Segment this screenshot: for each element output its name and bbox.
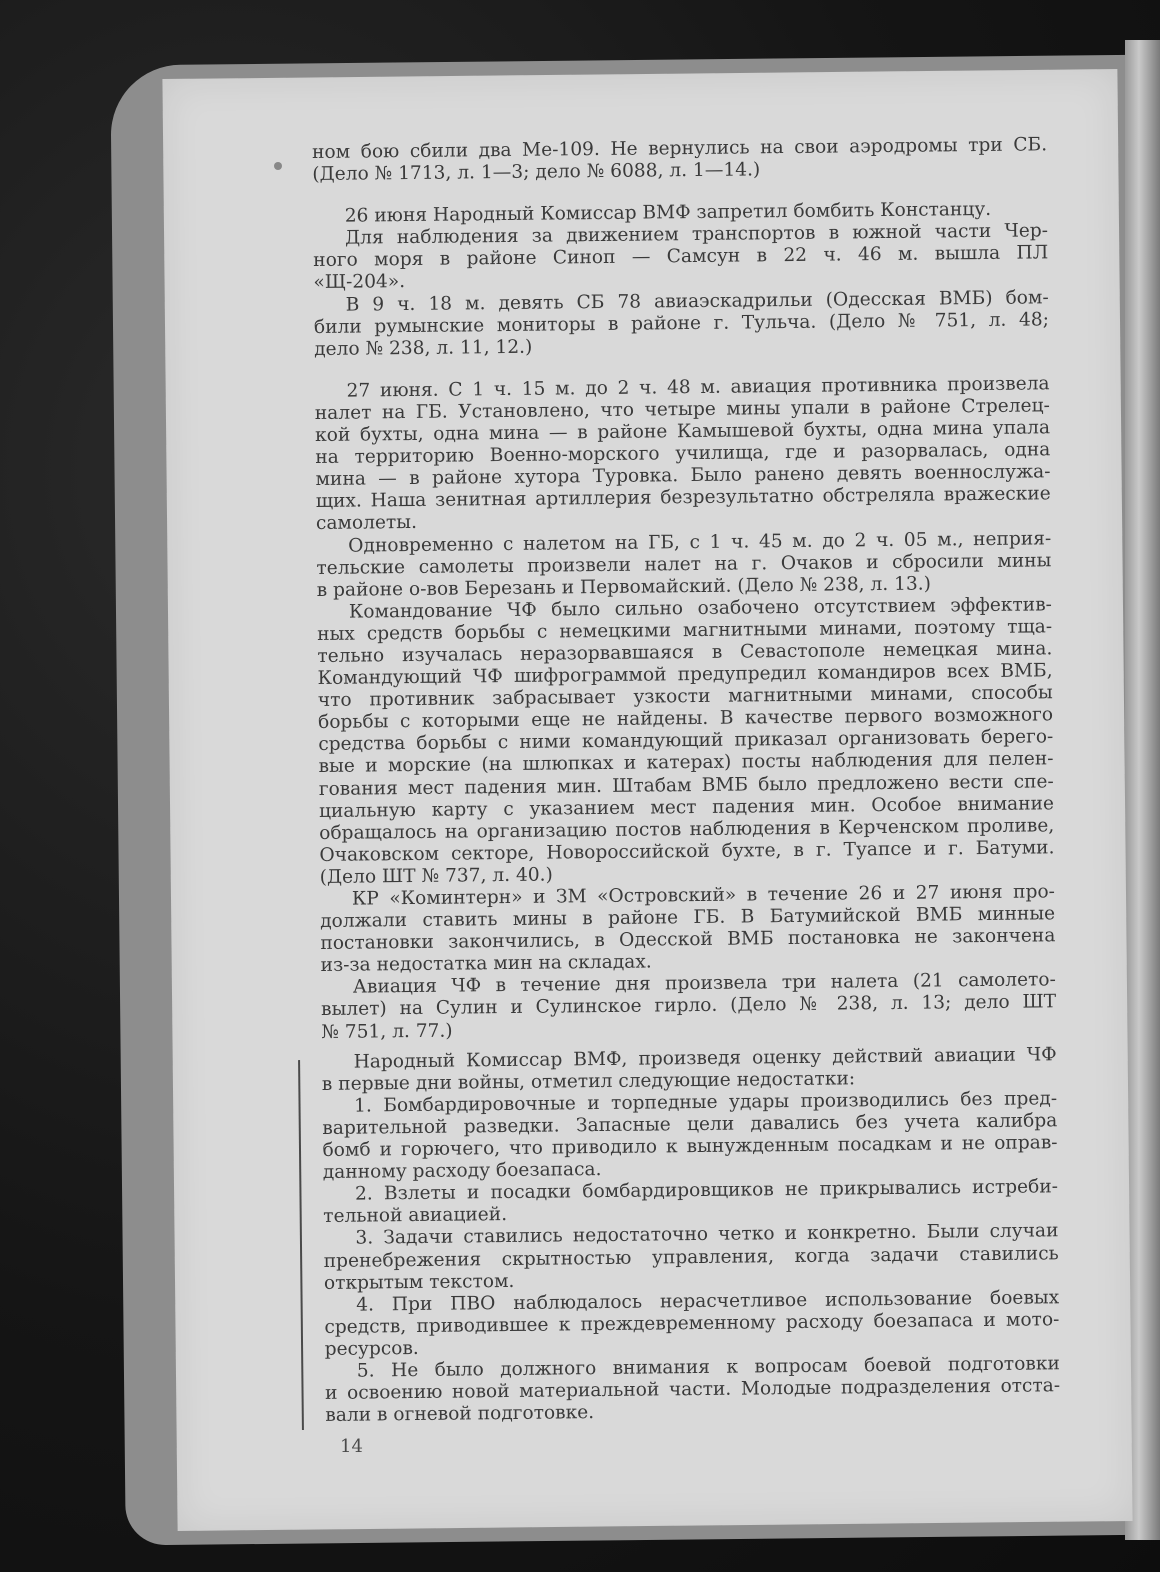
text-line: и освоению новой материальной части. Молодые подразделения отста-: [324, 1375, 1061, 1404]
text-line: средств, приводившее к преждевременному расходу боезапаса и мото-: [324, 1309, 1060, 1338]
text-line: данному расходу боезапаса.: [322, 1159, 602, 1184]
text-line: тельские самолеты произвели налет на г. Очаков и сбросили мины: [316, 549, 1052, 579]
text-line: ных средств борьбы с немецкими магнитными минами, поэтому тща-: [317, 616, 1053, 645]
text-line: пренебрежения скрытностью управления, когда задачи ставились: [323, 1242, 1059, 1272]
text-line: обращалось на организацию постов наблюдения в Керченском проливе,: [319, 814, 1055, 844]
text-line: налет на ГБ. Установлено, что четыре мины упали в районе Стрелец-: [314, 395, 1050, 424]
text-line: Одновременно с налетом на ГБ, с 1 ч. 45 м. до 2 ч. 05 м., неприя-: [348, 527, 1052, 557]
text-line: из-за недостатка мин на складах.: [320, 951, 652, 977]
text-line: тельно изучалась неразорвавшаяся в Севастополе немецкая мина.: [317, 638, 1053, 667]
text-line: (Дело № 1713, л. 1—3; дело № 6088, л. 1—14.): [312, 159, 761, 186]
text-line: варительной разведки. Запасные цели давались без учета калибра: [322, 1110, 1058, 1139]
text-line: Народный Комиссар ВМФ, произведя оценку действий авиации ЧФ: [353, 1043, 1057, 1073]
text-line: борьбы с которыми еще не найдены. В качестве первого возможного: [317, 704, 1054, 734]
text-line: в первые дни войны, отметил следующие недостатки:: [321, 1068, 856, 1095]
text-line: Авиация ЧФ в течение дня произвела три налета (21 самолето-: [352, 969, 1056, 998]
text-line: Командующий ЧФ шифрограммой предупредил командиров всех ВМБ,: [317, 660, 1053, 690]
text-line: что противник забрасывает узкости магнитными минами, способы: [317, 682, 1053, 712]
text-line: вали в огневой подготовке.: [325, 1402, 595, 1427]
text-line: циальную карту с указанием мест падения мин. Особое внимание: [318, 792, 1055, 822]
text-line: 1. Бомбардировочные и торпедные удары производились без пред-: [353, 1088, 1058, 1117]
text-line: гования мест падения мин. Штабам ВМБ было предложено вести спе-: [318, 770, 1054, 800]
text-line: на территорию Военно-морского училища, где и разорвалась, одна: [315, 439, 1051, 469]
text-line: ресурсов.: [324, 1337, 419, 1360]
text-line: мина — в районе хутора Туровка. Было ранено девять военнослужа-: [315, 461, 1051, 491]
text-line: средства борьбы с ними командующий приказал организовать берего-: [318, 726, 1054, 756]
text-line: 27 июня. С 1 ч. 15 м. до 2 ч. 48 м. авиация противника произвела: [346, 373, 1050, 402]
text-line: вые и морские (на шлюпках и катерах) посты наблюдения для пелен-: [318, 748, 1054, 778]
ink-dot-mark: [274, 162, 282, 170]
text-line: 4. При ПВО наблюдалось нерасчетливое использование боевых: [356, 1286, 1060, 1316]
text-line: открытым текстом.: [323, 1270, 515, 1294]
text-line: щих. Наша зенитная артиллерия безрезультатно обстреляла вражеские: [315, 483, 1051, 513]
text-line: Командование ЧФ было сильно озабочено отсутствием эффектив-: [348, 594, 1052, 623]
text-line: Очаковском секторе, Новороссийской бухте, в г. Туапсе и г. Батуми.: [319, 837, 1055, 866]
text-line: «Щ-204».: [313, 271, 406, 294]
text-line: должали ставить мины в районе ГБ. В Батумийской ВМБ минные: [320, 903, 1056, 933]
text-line: вылет) на Сулин и Сулинское гирло. (Дело № 238, л. 13; дело ШТ: [320, 991, 1057, 1021]
text-line: ного моря в районе Синоп — Самсун в 22 ч. 46 м. вышла ПЛ: [313, 242, 1049, 272]
text-line: № 751, л. 77.): [321, 1020, 453, 1043]
text-line: самолеты.: [315, 512, 418, 535]
text-line: дело № 238, л. 11, 12.): [314, 336, 533, 360]
text-line: 5. Не было должного внимания к вопросам боевой подготовки: [356, 1353, 1060, 1382]
page-text: [312, 134, 1060, 1427]
text-line: 26 июня Народный Комиссар ВМФ запретил бомбить Констанцу.: [344, 199, 992, 227]
text-line: КР «Коминтерн» и ЗМ «Островский» в течение 26 и 27 июня про-: [351, 881, 1056, 910]
text-line: били румынские мониторы в районе г. Тульча. (Дело № 751, л. 48;: [313, 308, 1050, 338]
text-line: ном бою сбили два Ме-109. Не вернулись на свои аэродромы три СБ.: [312, 134, 1048, 163]
text-line: постановки закончились, в Одесской ВМБ постановка не закончена: [320, 925, 1056, 955]
text-line: 2. Взлеты и посадки бомбардировщиков не прикрывались истреби-: [354, 1176, 1059, 1205]
page-number: 14: [340, 1436, 363, 1457]
text-line: бомб и горючего, что приводило к вынужденным посадкам и не оправ-: [322, 1132, 1058, 1161]
text-line: (Дело ШТ № 737, л. 40.): [319, 864, 553, 888]
text-line: кой бухты, одна мина — в районе Камышевой бухты, одна мина упала: [314, 417, 1051, 447]
text-line: В 9 ч. 18 м. девять СБ 78 авиаэскадрильи (Одесская ВМБ) бом-: [345, 286, 1049, 316]
text-line: 3. Задачи ставились недостаточно четко и конкретно. Были случаи: [355, 1220, 1059, 1250]
text-line: в районе о-вов Березань и Первомайский. (Дело № 238, л. 13.): [316, 573, 932, 601]
text-line: Для наблюдения за движением транспортов в южной части Чер-: [344, 220, 1049, 249]
text-line: тельной авиацией.: [323, 1204, 508, 1228]
